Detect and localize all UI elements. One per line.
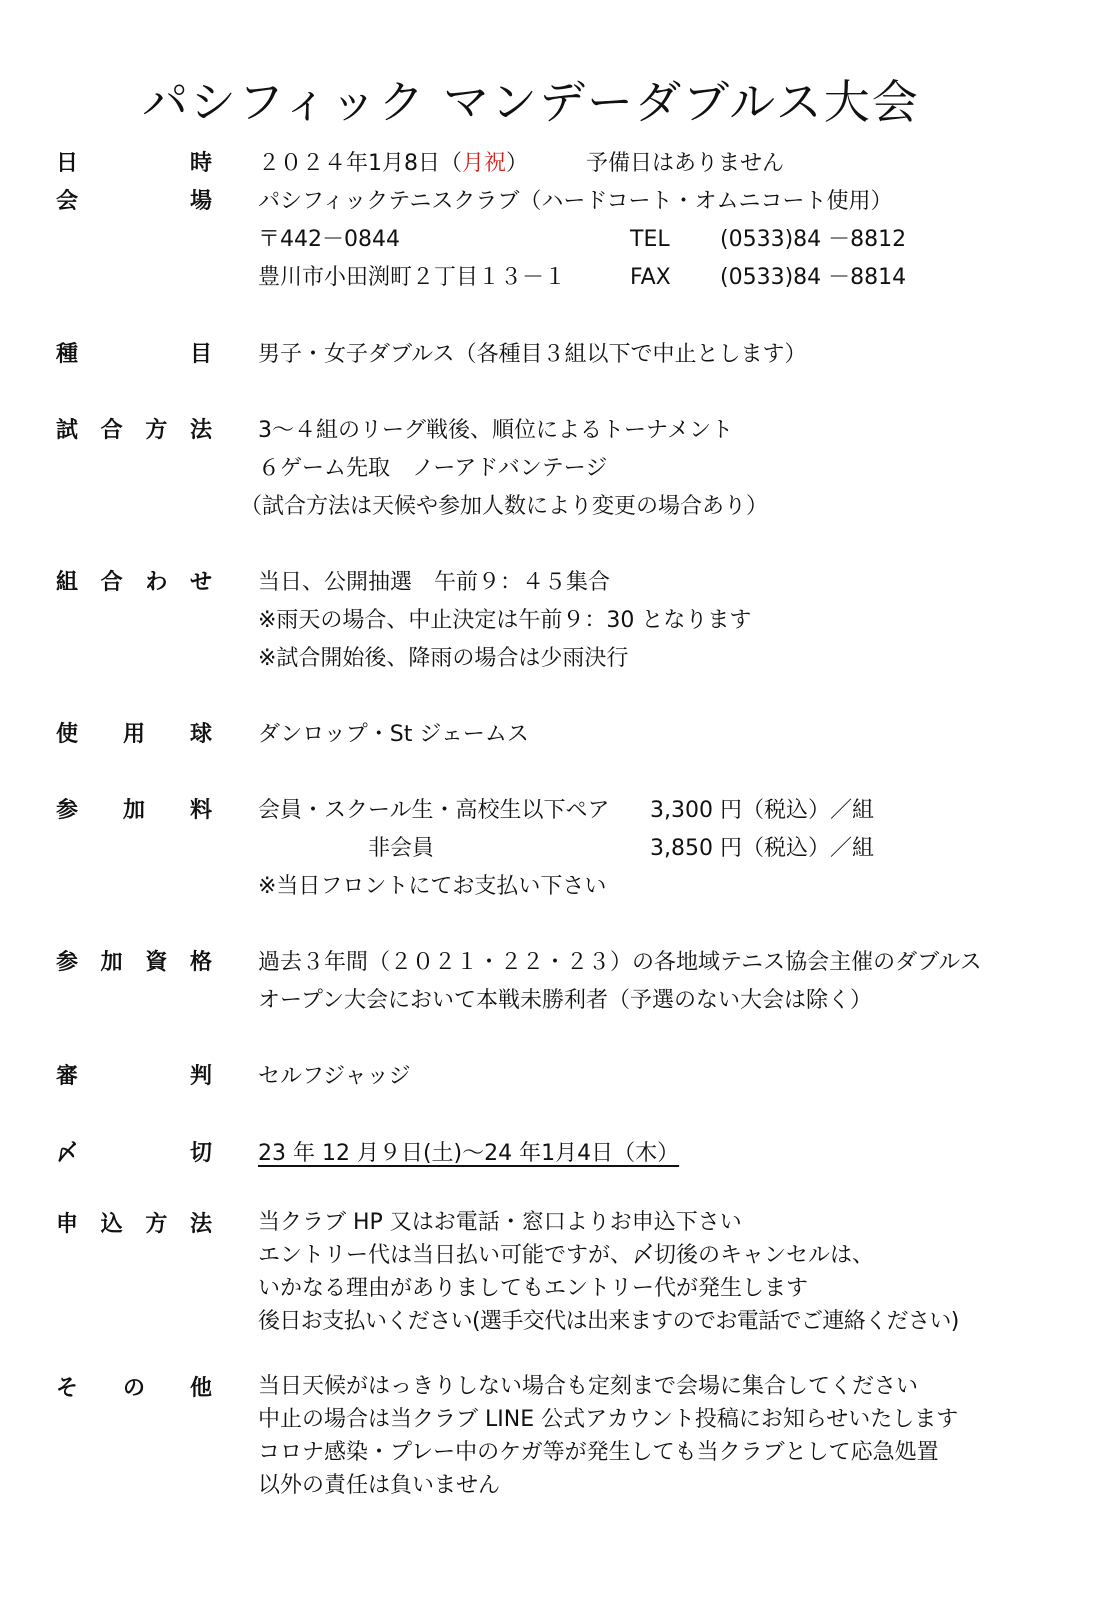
event-label: 種 目 bbox=[56, 342, 212, 367]
ball-value: ダンロップ・St ジェームス bbox=[258, 722, 529, 747]
application-value: 当クラブ HP 又はお電話・窓口よりお申込下さい エントリー代は当日払い可能ですが、〆切後のキャンセルは、 いかなる理由がありましてもエントリー代が発生します 後日お支払いください(選手交代は出来ますのでお電話でご連絡ください) bbox=[258, 1210, 959, 1334]
draw-label: 組 合 わ せ bbox=[56, 570, 212, 595]
fee-member-label: 会員・スクール生・高校生以下ペア bbox=[258, 798, 610, 823]
venue-name: パシフィックテニスクラブ（ハードコート・オムニコート使用） bbox=[258, 189, 893, 214]
venue-label: 会 場 bbox=[56, 189, 212, 214]
eligibility-value: 過去３年間（２０２１・２２・２３）の各地域テニス協会主催のダブルス オープン大会において本戦未勝利者（予選のない大会は除く） bbox=[258, 950, 982, 1013]
reserve-day-note: 予備日はありません bbox=[586, 151, 785, 176]
date-label: 日 時 bbox=[56, 151, 212, 176]
fee-nonmember-label: 非会員 bbox=[368, 836, 435, 861]
deadline-value: 23 年 12 月９日(土)～24 年1月4日（木） bbox=[258, 1141, 680, 1166]
venue-value bbox=[258, 183, 1078, 297]
fee-value bbox=[258, 792, 1078, 906]
fee-label: 参 加 料 bbox=[56, 798, 212, 823]
date-value: ２０２４年1月8日（月祝） 予備日はありません bbox=[258, 145, 1078, 183]
venue-address-fax bbox=[258, 259, 1078, 297]
ball-label: 使 用 球 bbox=[56, 722, 212, 747]
referee-value: セルフジャッジ bbox=[258, 1064, 411, 1089]
fax-number: (0533)84 －8814 bbox=[720, 265, 907, 290]
fax-label: FAX bbox=[630, 265, 671, 290]
tel-number: (0533)84 －8812 bbox=[720, 227, 907, 252]
address: 豊川市小田渕町２丁目１３－１ bbox=[258, 265, 567, 290]
format-value: 3～４組のリーグ戦後、順位によるトーナメント ６ゲーム先取 ノーアドバンテージ （試合方法は天候や参加人数により変更の場合あり） bbox=[240, 418, 769, 519]
tel-label: TEL bbox=[630, 227, 670, 252]
page-title: パシフィック マンデーダブルス大会 bbox=[142, 75, 920, 129]
fee-member-row bbox=[258, 792, 1078, 830]
event-value: 男子・女子ダブルス（各種目３組以下で中止とします） bbox=[258, 342, 807, 367]
deadline-label: 〆 切 bbox=[56, 1141, 212, 1166]
application-label: 申 込 方 法 bbox=[56, 1212, 212, 1237]
eligibility-label: 参 加 資 格 bbox=[56, 950, 212, 975]
fee-member-price: 3,300 円（税込）／組 bbox=[650, 798, 874, 823]
fee-nonmember-row bbox=[258, 830, 1078, 868]
referee-label: 審 判 bbox=[56, 1064, 212, 1089]
holiday-mark: 月祝 bbox=[462, 151, 507, 176]
other-label: そ の 他 bbox=[56, 1376, 212, 1401]
fee-note: ※当日フロントにてお支払い下さい bbox=[258, 874, 607, 899]
other-value: 当日天候がはっきりしない場合も定刻まで会場に集合してください 中止の場合は当クラブ LINE 公式アカウント投稿にお知らせいたします コロナ感染・プレー中のケガ等が発生しても当クラブとして応急処置 以外の責任は負いません bbox=[258, 1374, 959, 1498]
draw-value: 当日、公開抽選 午前９：４５集合 ※雨天の場合、中止決定は午前９：30 となります ※試合開始後、降雨の場合は少雨決行 bbox=[258, 570, 752, 671]
fee-nonmember-price: 3,850 円（税込）／組 bbox=[650, 836, 874, 861]
postal-code: 〒442－0844 bbox=[258, 227, 400, 252]
venue-postal-tel bbox=[258, 221, 1078, 259]
format-label: 試 合 方 法 bbox=[56, 418, 212, 443]
